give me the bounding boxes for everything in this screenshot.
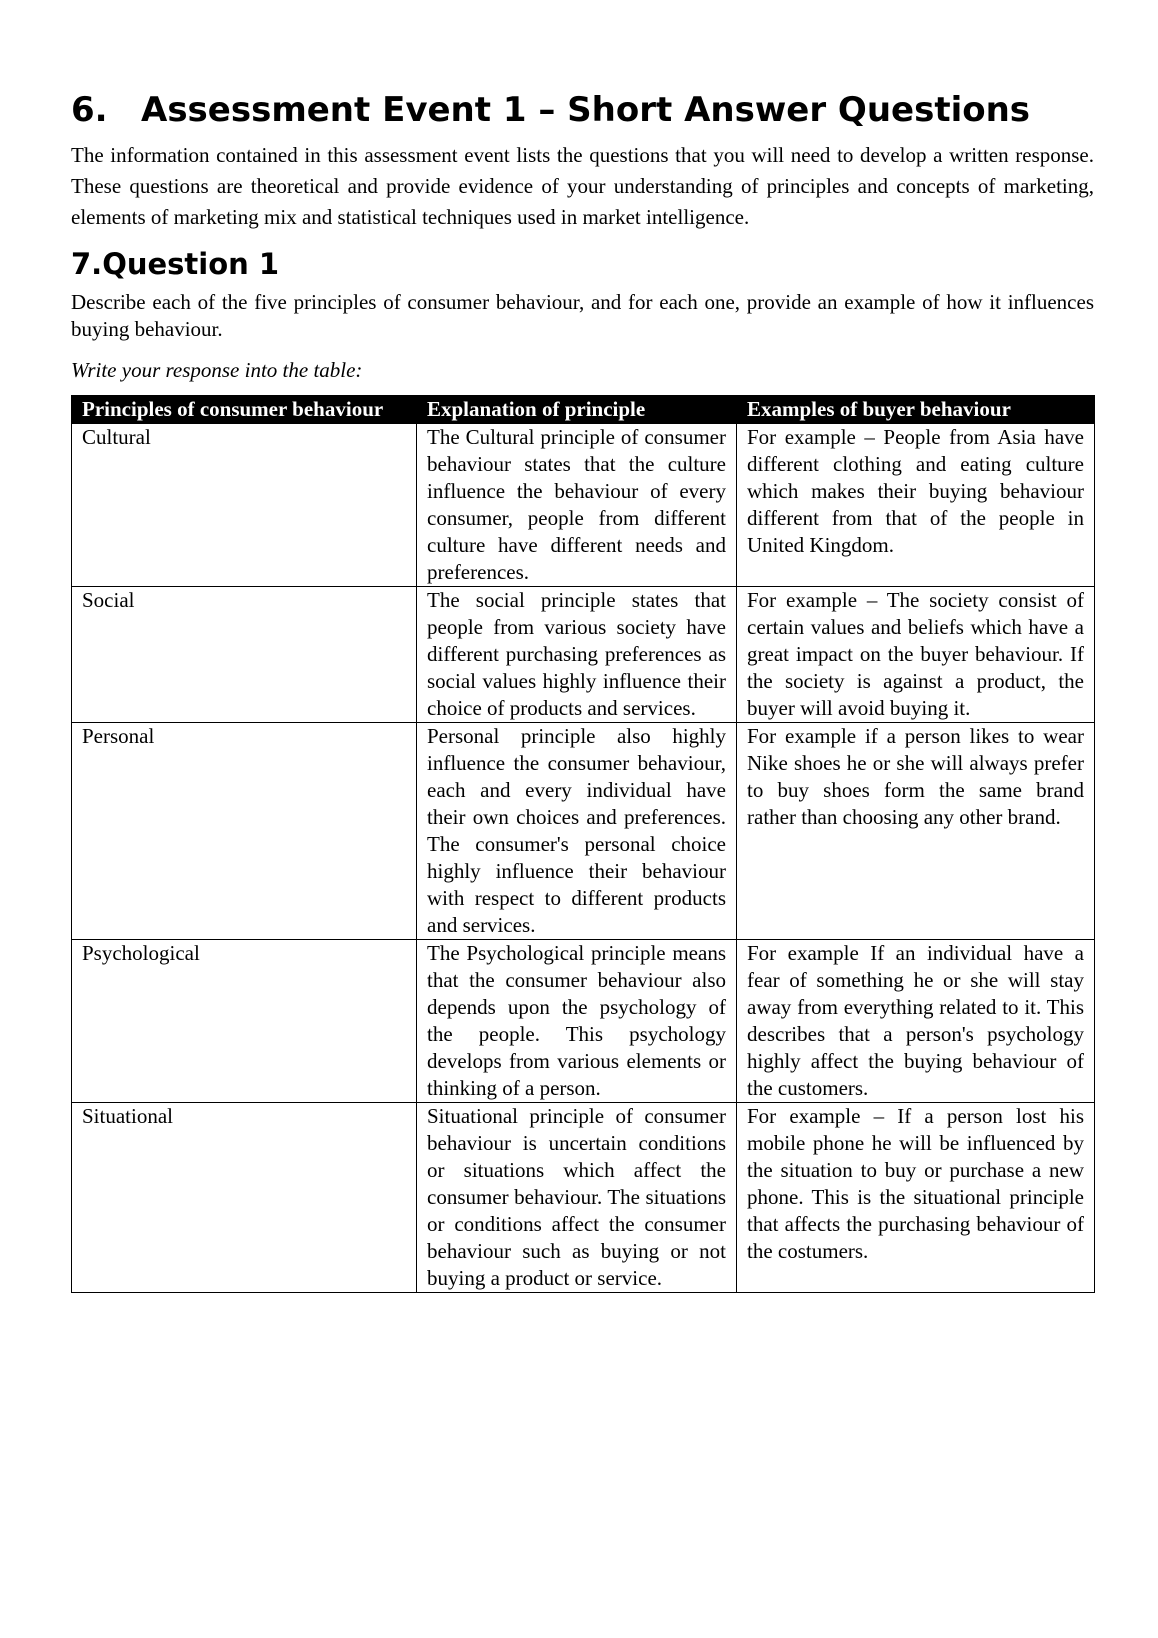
principle-cell: Social	[72, 587, 417, 723]
table-row	[72, 1103, 1095, 1293]
example-cell: For example – People from Asia have different clothing and eating culture which makes their buying behaviour different from that of the people in United Kingdom.	[737, 424, 1095, 587]
explanation-cell: The Cultural principle of consumer behaviour states that the culture influence the behaviour of every consumer, people from different culture have different needs and preferences.	[417, 424, 737, 587]
response-table	[71, 395, 1095, 1293]
principle-cell: Psychological	[72, 940, 417, 1103]
section-6-heading	[71, 90, 1094, 130]
question-text: Describe each of the five principles of consumer behaviour, and for each one, provide an example of how it influences buying behaviour.	[71, 290, 1094, 341]
example-cell: For example If an individual have a fear of something he or she will stay away from everything related to it. This describes that a person's psychology highly affect the buying behaviour of the customers.	[737, 940, 1095, 1103]
principle-cell: Situational	[72, 1103, 417, 1293]
header-principles: Principles of consumer behaviour	[72, 396, 417, 424]
header-examples: Examples of buyer behaviour	[737, 396, 1095, 424]
table-header-row	[72, 396, 1095, 424]
section-6-title: Assessment Event 1 – Short Answer Questions	[141, 90, 1031, 130]
explanation-cell: Personal principle also highly influence the consumer behaviour, each and every individual have their own choices and preferences. The consumer's personal choice highly influence their behaviour with respect to different products and services.	[417, 723, 737, 940]
explanation-cell: Situational principle of consumer behaviour is uncertain conditions or situations which affect the consumer behaviour. The situations or conditions affect the consumer behaviour such as buying or not buying a product or service.	[417, 1103, 737, 1293]
section-6-intro: The information contained in this assessment event lists the questions that you will need to develop a written response. These questions are theoretical and provide evidence of your understanding of principles and concepts of marketing, elements of marketing mix and statistical techniques used in market intelligence.	[71, 143, 1094, 229]
document-page	[71, 90, 1094, 1293]
table-row	[72, 424, 1095, 587]
table-row	[72, 940, 1095, 1103]
explanation-cell: The Psychological principle means that the consumer behaviour also depends upon the psychology of the people. This psychology develops from various elements or thinking of a person.	[417, 940, 737, 1103]
example-cell: For example – If a person lost his mobile phone he will be influenced by the situation to buy or purchase a new phone. This is the situational principle that affects the purchasing behaviour of the costumers.	[737, 1103, 1095, 1293]
section-7-heading: 7.Question 1	[71, 247, 280, 281]
example-cell: For example if a person likes to wear Nike shoes he or she will always prefer to buy shoes form the same brand rather than choosing any other brand.	[737, 723, 1095, 940]
header-explanation: Explanation of principle	[417, 396, 737, 424]
section-6-number: 6.	[71, 90, 108, 130]
table-row	[72, 723, 1095, 940]
instruction-text: Write your response into the table:	[71, 358, 363, 382]
principle-cell: Cultural	[72, 424, 417, 587]
table-row	[72, 587, 1095, 723]
explanation-cell: The social principle states that people from various society have different purchasing preferences as social values highly influence their choice of products and services.	[417, 587, 737, 723]
example-cell: For example – The society consist of certain values and beliefs which have a great impact on the buyer behaviour. If the society is against a product, the buyer will avoid buying it.	[737, 587, 1095, 723]
principle-cell: Personal	[72, 723, 417, 940]
